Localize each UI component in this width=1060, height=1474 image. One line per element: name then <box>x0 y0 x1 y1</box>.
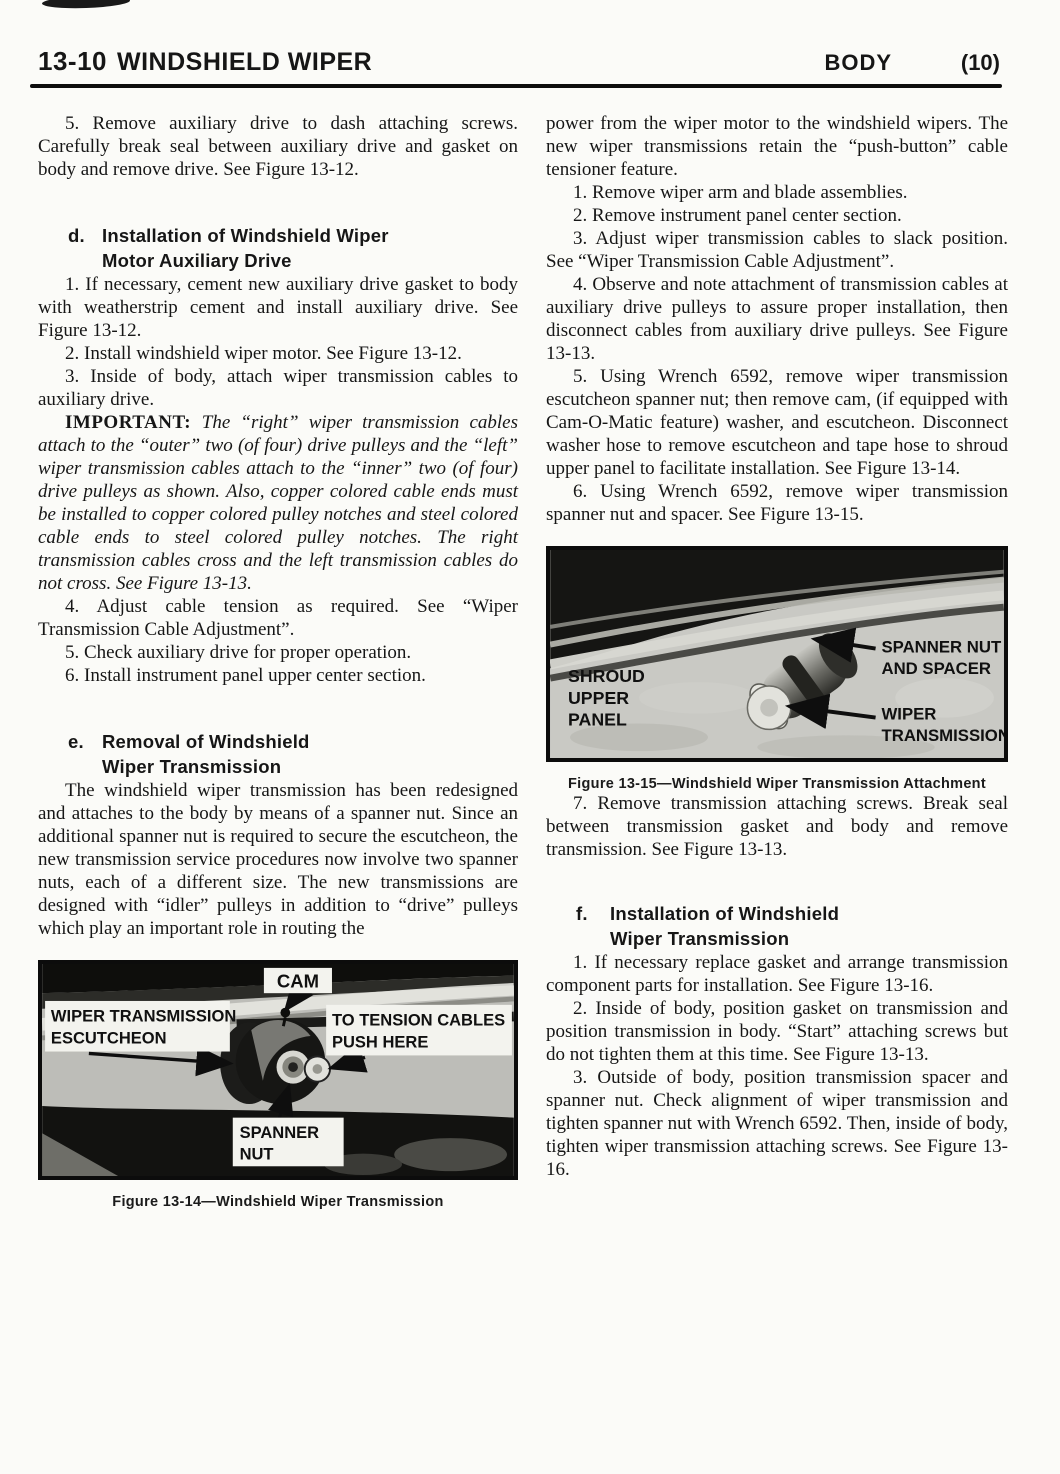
paragraph-r-step1: 1. Remove wiper arm and blade assemblies. <box>573 182 908 203</box>
paragraph-important <box>38 411 518 595</box>
heading-f-text <box>610 901 839 951</box>
spanner-spacer-line2: AND SPACER <box>881 659 992 679</box>
paragraph-step3: 3. Inside of body, attach wiper transmission cables to auxiliary drive. <box>38 366 518 410</box>
section-title: WINDSHIELD WIPER <box>117 48 373 76</box>
spanner-label-line2: NUT <box>239 1144 274 1164</box>
wiper-transmission-line1: WIPER <box>881 704 937 724</box>
heading-f-line1: Installation of Windshield <box>610 903 840 924</box>
tension-label <box>326 1005 512 1056</box>
heading-e-line2: Wiper Transmission <box>102 756 282 777</box>
heading-d-line1: Installation of Windshield Wiper <box>102 225 389 246</box>
spanner-label-line1: SPANNER <box>239 1123 320 1143</box>
heading-e-line1: Removal of Windshield <box>102 731 310 752</box>
left-column <box>38 112 518 1210</box>
paragraph-step6: 6. Install instrument panel upper center section. <box>65 665 426 686</box>
escutcheon-label-line2: ESCUTCHEON <box>50 1028 167 1048</box>
heading-d-text <box>102 223 389 273</box>
paragraph-r-step3: 3. Adjust wiper transmission cables to slack position. See “Wiper Transmission Cable Adjustment”. <box>546 228 1008 272</box>
header-page-number: (10) <box>960 50 1000 75</box>
paragraph-r-step2b: 2. Inside of body, position gasket on transmission and position transmission in body. “Start” attaching screws but do not tighten them at this time. See Figure 13-13. <box>546 998 1008 1065</box>
heading-d-label: d. <box>68 225 85 246</box>
figure-13-15-caption: Figure 13-15—Windshield Wiper Transmission Attachment <box>568 776 986 792</box>
figure-13-14-photo <box>38 960 518 1180</box>
paragraph-r-step4: 4. Observe and note attachment of transmission cables at auxiliary drive pulleys to assure proper installation, then disconnect cables from auxiliary drive pulleys. See Figure 13-13. <box>546 274 1008 364</box>
escutcheon-label <box>45 1001 236 1052</box>
wiper-transmission-line2: TRANSMISSION <box>881 726 1004 746</box>
spanner-spacer-line1: SPANNER NUT <box>881 637 1002 657</box>
section-number: 13-10 <box>38 46 107 76</box>
paragraph-r-step1b: 1. If necessary replace gasket and arrange transmission component parts for installation. See Figure 13-16. <box>546 952 1008 996</box>
heading-e-label: e. <box>68 731 84 752</box>
paragraph-step2: 2. Install windshield wiper motor. See Figure 13-12. <box>65 343 462 364</box>
paragraph-r-step5: 5. Using Wrench 6592, remove wiper transmission escutcheon spanner nut; then remove cam, (if equipped with Cam-O-Matic feature) washer, and escutcheon. Disconnect washer hose to remove escutcheon and tape hose to shroud upper panel to facilitate installation. See Figure 13-14. <box>546 366 1008 479</box>
cam-label <box>264 968 332 993</box>
header-body-title: BODY <box>824 50 892 75</box>
figure-13-15-illustration <box>550 550 1004 758</box>
shroud-label-line3: PANEL <box>568 709 627 730</box>
figure-13-14-caption: Figure 13-14—Windshield Wiper Transmission <box>112 1194 444 1210</box>
important-body: The “right” wiper transmission cables attach to the “outer” two (of four) drive pulleys and the “left” wiper transmission cables attach to the “inner” two (of four) drive pulleys as shown. Also, copper colored cable ends must be installed to copper colored pulley notches and steel colored cable ends to steel colored pulley notches. The right transmission cables cross and the left transmission cables do not cross. See Figure 13-13. <box>38 412 518 594</box>
figure-13-15-photo <box>546 546 1008 762</box>
escutcheon-label-line1: WIPER TRANSMISSION <box>50 1006 237 1026</box>
important-lead: IMPORTANT: <box>65 412 202 433</box>
tension-label-line1: TO TENSION CABLES <box>331 1010 506 1030</box>
paragraph-removal: The windshield wiper transmission has been redesigned and attaches to the body by means of a spanner nut. Since an additional spanner nut is required to secure the escutcheon, the new transmission service procedures now involve two spanner nuts, each of a different size. The new transmissions are designed with “idler” pulleys in addition to “drive” pulleys which play an important role in routing the <box>38 780 518 939</box>
header-left <box>38 46 372 77</box>
paragraph-step1: 1. If necessary, cement new auxiliary drive gasket to body with weatherstrip cement and install auxiliary drive. See Figure 13-12. <box>38 274 518 341</box>
paragraph-r-step7: 7. Remove transmission attaching screws. Break seal between transmission gasket and body and remove transmission. See Figure 13-13. <box>546 793 1008 860</box>
heading-f-line2: Wiper Transmission <box>610 928 790 949</box>
heading-e-text <box>102 729 310 779</box>
paragraph-r-step2: 2. Remove instrument panel center section. <box>573 205 902 226</box>
page-header <box>0 0 1060 88</box>
paragraph-step5b: 5. Check auxiliary drive for proper operation. <box>65 642 412 663</box>
shroud-label-line1: SHROUD <box>568 666 645 687</box>
heading-f <box>546 901 1008 951</box>
header-rule <box>30 84 1002 88</box>
heading-f-label: f. <box>576 903 588 924</box>
cam-shape <box>280 1008 290 1018</box>
spanner-nut-label <box>233 1118 344 1167</box>
heading-e <box>38 729 518 779</box>
paragraph-step4: 4. Adjust cable tension as required. See “Wiper Transmission Cable Adjustment”. <box>38 596 518 640</box>
paragraph-step5-top: 5. Remove auxiliary drive to dash attaching screws. Carefully break seal between auxiliary drive and gasket on body and remove drive. See Figure 13-12. <box>38 113 518 180</box>
paragraph-r-step3b: 3. Outside of body, position transmission spacer and spanner nut. Check alignment of wiper transmission and tighten spanner nut with Wrench 6592. Then, inside of body, tighten wiper transmission attaching screws. See Figure 13-16. <box>546 1067 1008 1180</box>
right-column <box>546 112 1008 1210</box>
figure-13-14-illustration <box>42 964 514 1176</box>
paragraph-r-step6: 6. Using Wrench 6592, remove wiper transmission spanner nut and spacer. See Figure 13-15. <box>546 481 1008 525</box>
heading-d-line2: Motor Auxiliary Drive <box>102 250 292 271</box>
paragraph-power: power from the wiper motor to the windshield wipers. The new wiper transmissions retain the “push-button” cable tensioner feature. <box>546 113 1008 180</box>
shroud-label-line2: UPPER <box>568 687 630 708</box>
two-column-layout <box>0 88 1060 1210</box>
heading-d <box>38 223 518 273</box>
cam-label-text: CAM <box>276 970 319 992</box>
tension-label-line2: PUSH HERE <box>331 1032 429 1052</box>
